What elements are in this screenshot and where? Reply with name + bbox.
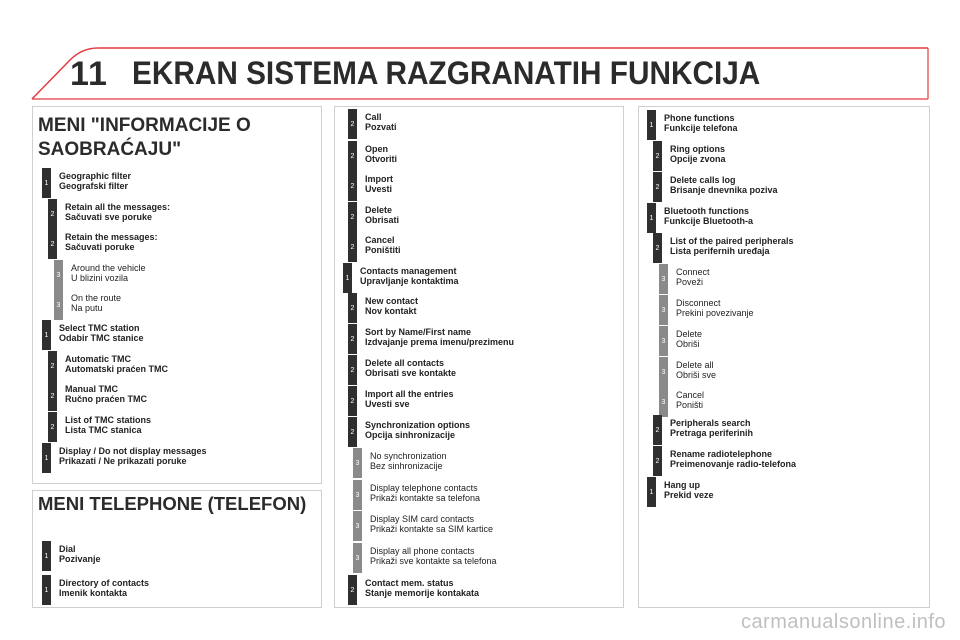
label-serbian: Prikaži kontakte sa SIM kartice (370, 524, 494, 534)
label-serbian: Poništiti (365, 245, 401, 255)
label-english: Import (365, 174, 393, 184)
menu-item (659, 295, 929, 325)
level-badge: 2 (653, 141, 662, 171)
menu-item-label (676, 267, 710, 287)
label-english: On the route (71, 293, 122, 303)
label-serbian: Imenik kontakta (59, 588, 128, 598)
label-english: Bluetooth functions (664, 206, 749, 216)
menu-item (659, 264, 929, 294)
level-badge: 1 (42, 443, 51, 473)
level-badge: 1 (42, 575, 51, 605)
menu-item (353, 448, 623, 478)
label-serbian: Obriši sve (676, 370, 717, 380)
menu-item-label (65, 232, 158, 252)
label-serbian: Ručno praćen TMC (65, 394, 148, 404)
label-serbian: Preimenovanje radio-telefona (670, 459, 797, 469)
menu-item-label (370, 483, 480, 503)
level-badge: 2 (348, 293, 357, 323)
level-badge: 3 (659, 357, 668, 387)
label-english: No synchronization (370, 451, 447, 461)
level-badge: 2 (653, 446, 662, 476)
label-serbian: Sačuvati poruke (65, 242, 135, 252)
label-english: Display all phone contacts (370, 546, 475, 556)
level-badge: 2 (653, 233, 662, 263)
label-english: Delete all (676, 360, 714, 370)
label-english: Connect (676, 267, 710, 277)
level-badge: 2 (348, 171, 357, 201)
level-badge: 3 (353, 511, 362, 541)
label-serbian: Izdvajanje prema imenu/prezimenu (365, 337, 515, 347)
label-serbian: Poništi (676, 400, 704, 410)
label-serbian: Otvoriti (365, 154, 398, 164)
label-english: List of the paired peripherals (670, 236, 794, 246)
menu-item-label (59, 446, 207, 466)
label-english: Disconnect (676, 298, 721, 308)
menu-item (42, 320, 312, 350)
label-english: Display / Do not display messages (59, 446, 207, 456)
menu-item-label (365, 389, 454, 409)
menu-item (353, 511, 623, 541)
label-english: Peripherals search (670, 418, 751, 428)
menu-item-label (59, 578, 149, 598)
level-badge: 3 (54, 260, 63, 290)
menu-item (659, 326, 929, 356)
level-badge: 3 (353, 480, 362, 510)
label-serbian: Odabir TMC stanice (59, 333, 144, 343)
label-english: Delete (676, 329, 703, 339)
level-badge: 2 (348, 417, 357, 447)
menu-item-label (365, 174, 393, 194)
traffic-section-title: MENI "INFORMACIJE O SAOBRAĆAJU" (38, 115, 251, 160)
label-serbian: Automatski praćen TMC (65, 364, 169, 374)
level-badge: 2 (48, 412, 57, 442)
menu-item-label (664, 206, 753, 226)
level-badge: 2 (48, 199, 57, 229)
menu-item-label (365, 420, 470, 440)
level-badge: 1 (42, 168, 51, 198)
level-badge: 3 (659, 387, 668, 417)
label-english: New contact (365, 296, 419, 306)
label-english: Contacts management (360, 266, 457, 276)
label-english: Cancel (676, 390, 705, 400)
label-english: Delete (365, 205, 393, 215)
label-english: Display SIM card contacts (370, 514, 475, 524)
label-serbian: Funkcije telefona (664, 123, 738, 133)
menu-item (653, 172, 923, 202)
menu-item (348, 141, 618, 171)
label-serbian: Prikaži kontakte sa telefona (370, 493, 481, 503)
label-english: Delete all contacts (365, 358, 445, 368)
label-english: Retain all the messages: (65, 202, 171, 212)
menu-item (42, 443, 312, 473)
label-english: Ring options (670, 144, 725, 154)
menu-item (42, 541, 312, 571)
label-serbian: Prikazati / Ne prikazati poruke (59, 456, 187, 466)
menu-item (348, 575, 618, 605)
level-badge: 2 (348, 386, 357, 416)
level-badge: 3 (659, 326, 668, 356)
menu-item (653, 141, 923, 171)
level-badge: 2 (348, 141, 357, 171)
label-serbian: Bez sinhronizacije (370, 461, 443, 471)
label-serbian: Obriši (676, 339, 700, 349)
menu-item-label (71, 263, 146, 283)
menu-item (659, 387, 929, 417)
level-badge: 3 (353, 543, 362, 573)
menu-item-label (676, 329, 702, 349)
label-english: Import all the entries (365, 389, 454, 399)
label-serbian: Prekid veze (664, 490, 714, 500)
menu-item-label (365, 144, 397, 164)
level-badge: 1 (647, 477, 656, 507)
label-serbian: Opcija sinhronizacije (365, 430, 456, 440)
label-serbian: Sačuvati sve poruke (65, 212, 153, 222)
label-serbian: Pozvati (365, 122, 397, 132)
menu-item-label (664, 113, 738, 133)
menu-item (647, 110, 917, 140)
label-serbian: U blizini vozila (71, 273, 129, 283)
label-serbian: Geografski filter (59, 181, 129, 191)
level-badge: 2 (348, 355, 357, 385)
menu-item-label (670, 144, 726, 164)
menu-item (343, 263, 613, 293)
page-title: EKRAN SISTEMA RAZGRANATIH FUNKCIJA (132, 55, 761, 91)
level-badge: 2 (348, 575, 357, 605)
menu-item-label (365, 112, 397, 132)
label-english: Open (365, 144, 389, 154)
level-badge: 3 (353, 448, 362, 478)
label-english: Rename radiotelephone (670, 449, 773, 459)
label-serbian: Lista TMC stanica (65, 425, 142, 435)
label-serbian: Upravljanje kontaktima (360, 276, 459, 286)
label-english: List of TMC stations (65, 415, 151, 425)
level-badge: 3 (659, 295, 668, 325)
level-badge: 2 (348, 324, 357, 354)
menu-item-label (670, 175, 778, 195)
level-badge: 1 (343, 263, 352, 293)
label-english: Synchronization options (365, 420, 470, 430)
menu-item-label (670, 449, 796, 469)
menu-item-label (370, 451, 447, 471)
menu-item-label (59, 171, 131, 191)
level-badge: 1 (42, 541, 51, 571)
menu-item (48, 412, 318, 442)
label-english: Delete calls log (670, 175, 736, 185)
menu-item (348, 324, 618, 354)
menu-item-label (365, 235, 401, 255)
label-english: Phone functions (664, 113, 735, 123)
label-serbian: Lista perifernih uređaja (670, 246, 770, 256)
menu-item-label (365, 296, 418, 316)
label-serbian: Uvesti sve (365, 399, 410, 409)
level-badge: 1 (42, 320, 51, 350)
menu-item-label (365, 358, 456, 378)
label-english: Display telephone contacts (370, 483, 478, 493)
label-english: Call (365, 112, 382, 122)
menu-item-label (65, 202, 170, 222)
chapter-number: 11 (70, 55, 108, 93)
label-serbian: Obrisati (365, 215, 400, 225)
menu-item (353, 480, 623, 510)
label-english: Sort by Name/First name (365, 327, 472, 337)
label-english: Hang up (664, 480, 700, 490)
menu-item-label (59, 323, 144, 343)
menu-item-label (59, 544, 101, 564)
level-badge: 1 (647, 110, 656, 140)
label-english: Select TMC station (59, 323, 140, 333)
label-serbian: Prikaži sve kontakte sa telefona (370, 556, 497, 566)
level-badge: 1 (647, 203, 656, 233)
menu-item-label (365, 205, 399, 225)
menu-item (353, 543, 623, 573)
label-english: Manual TMC (65, 384, 118, 394)
label-serbian: Obrisati sve kontakte (365, 368, 457, 378)
menu-item (348, 171, 618, 201)
menu-item (348, 417, 618, 447)
menu-item-label (670, 236, 794, 256)
menu-item (348, 109, 618, 139)
label-english: Cancel (365, 235, 395, 245)
menu-item (659, 357, 929, 387)
menu-item (54, 290, 324, 320)
menu-item (653, 446, 923, 476)
menu-item (653, 233, 923, 263)
menu-item-label (676, 360, 716, 380)
menu-item-label (676, 298, 754, 318)
label-english: Geographic filter (59, 171, 132, 181)
label-english: Dial (59, 544, 76, 554)
level-badge: 2 (348, 202, 357, 232)
menu-item-label (370, 514, 493, 534)
menu-item (653, 415, 923, 445)
label-serbian: Brisanje dnevnika poziva (670, 185, 778, 195)
menu-item (42, 168, 312, 198)
level-badge: 2 (653, 172, 662, 202)
menu-item-label (664, 480, 714, 500)
menu-item-label (370, 546, 497, 566)
label-serbian: Pretraga periferinih (670, 428, 754, 438)
menu-item (348, 355, 618, 385)
level-badge: 3 (54, 290, 63, 320)
label-serbian: Uvesti (365, 184, 393, 194)
menu-item (348, 202, 618, 232)
label-serbian: Prekini povezivanje (676, 308, 754, 318)
label-serbian: Opcije zvona (670, 154, 726, 164)
menu-item-label (365, 327, 514, 347)
label-serbian: Stanje memorije kontakata (365, 588, 480, 598)
menu-item (348, 386, 618, 416)
menu-item (42, 575, 312, 605)
level-badge: 3 (659, 264, 668, 294)
menu-item (348, 293, 618, 323)
level-badge: 2 (48, 351, 57, 381)
menu-item (48, 351, 318, 381)
label-serbian: Nov kontakt (365, 306, 417, 316)
menu-item (54, 260, 324, 290)
menu-item-label (365, 578, 479, 598)
label-english: Directory of contacts (59, 578, 150, 588)
menu-item (48, 199, 318, 229)
label-english: Automatic TMC (65, 354, 131, 364)
label-serbian: Pozivanje (59, 554, 101, 564)
menu-item (647, 203, 917, 233)
level-badge: 2 (48, 381, 57, 411)
menu-item-label (670, 418, 753, 438)
label-english: Around the vehicle (71, 263, 146, 273)
menu-item (48, 381, 318, 411)
label-serbian: Funkcije Bluetooth-a (664, 216, 754, 226)
level-badge: 2 (348, 109, 357, 139)
menu-item (348, 232, 618, 262)
label-serbian: Na putu (71, 303, 103, 313)
menu-item-label (65, 415, 151, 435)
telephone-section-title: MENI TELEPHONE (TELEFON) (38, 493, 307, 514)
menu-item-label (71, 293, 121, 313)
menu-item-label (65, 384, 147, 404)
level-badge: 2 (653, 415, 662, 445)
menu-item-label (676, 390, 704, 410)
label-serbian: Poveži (676, 277, 704, 287)
level-badge: 2 (348, 232, 357, 262)
menu-item-label (65, 354, 168, 374)
menu-item-label (360, 266, 459, 286)
label-english: Retain the messages: (65, 232, 158, 242)
label-english: Contact mem. status (365, 578, 454, 588)
menu-item (48, 229, 318, 259)
watermark: carmanualsonline.info (740, 611, 946, 633)
level-badge: 2 (48, 229, 57, 259)
menu-item (647, 477, 917, 507)
